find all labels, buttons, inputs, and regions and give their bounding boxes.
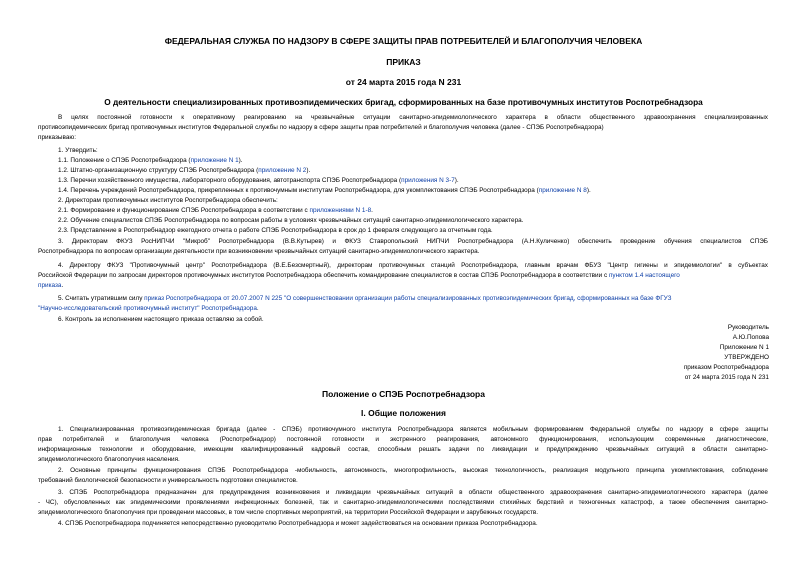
item-1-4: 1.4. Перечень учреждений Роспотребнадзора, прикрепленных к противочумным институтам Роспотребнадзора, для укомплектования СПЭБ Роспотребнадзора (приложение N 8). bbox=[58, 187, 591, 194]
item-5: 5. Считать утратившим силу приказ Роспотребнадзора от 20.07.2007 N 225 "О совершенствовании организации работы специализированных противоэпидемических бригад, сформированных на базе ФГУЗ "Научно-исследовательский противочумный институт" Роспотребнадзора. bbox=[38, 295, 672, 312]
item-1-2: 1.2. Штатно-организационную структуру СПЭБ Роспотребнадзора (приложение N 2). bbox=[58, 167, 311, 174]
appendix-title: Положение о СПЭБ Роспотребнадзора bbox=[322, 389, 485, 399]
signature-name: А.Ю.Попова bbox=[732, 334, 769, 341]
signature-title: Руководитель bbox=[727, 324, 769, 331]
item-1: 1. Утвердить: bbox=[58, 147, 98, 154]
doc-type-heading: ПРИКАЗ bbox=[386, 57, 421, 67]
item-2: 2. Директорам противочумных институтов Роспотребнадзора обеспечить: bbox=[58, 197, 278, 204]
approved-date: от 24 марта 2015 года N 231 bbox=[684, 374, 769, 381]
appendix-para-3: 3. СПЭБ Роспотребнадзора предназначен для предупреждения возникновения и ликвидации чрезвычайных ситуаций в области общественного здравоохранения санитарно-эпидемиологического характера (далее - ЧС), обусловленных как эпидемическими проявлениями инфекционных болезней, так и санитарно-эпидемиологическими последствиями стихийных бедствий и техногенных катастроф, а также обеспечения санитарно- эпидемиологического благополучия при проведении массовых, в том числе спортивных мероприятий, на территории Российской Федерации и зарубежных государств. bbox=[38, 489, 768, 516]
signature-block bbox=[684, 323, 769, 383]
appendix-para-2: 2. Основные принципы функционирования СПЭБ Роспотребнадзора -мобильность, автономность, многопрофильность, высокая технологичность, реализация модульного принципа укомплектования, соблюдение требований биологической безопасности и универсальность подготовки специалистов. bbox=[38, 467, 768, 484]
item-3: 3. Директорам ФКУЗ РосНИПЧИ "Микроб" Роспотребнадзора (В.В.Кутырев) и ФКУЗ Ставропольский НИПЧИ Роспотребнадзора (А.Н.Куличенко) обеспечить проведение обучения специалистов СПЭБ Роспотребнадзора по вопросам организации деятельности при возникновении чрезвычайных ситуаций санитарно-эпидемиологического характера. bbox=[38, 238, 768, 255]
item-2-3: 2.3. Представление в Роспотребнадзор ежегодного отчета о работе СПЭБ Роспотребнадзора в срок до 1 февраля следующего за отчетным года. bbox=[58, 227, 493, 234]
preamble-line: приказываю: bbox=[38, 134, 76, 141]
appendix-para-4: 4. СПЭБ Роспотребнадзора подчиняется непосредственно руководителю Роспотребнадзора и может задействоваться на основании приказа Роспотребнадзора. bbox=[58, 520, 538, 527]
item-2-2: 2.2. Обучение специалистов СПЭБ Роспотребнадзора по вопросам работы в условиях чрезвычайных ситуаций санитарно-эпидемиологического характера. bbox=[58, 217, 524, 224]
order-items bbox=[58, 146, 768, 236]
appendix-para-1: 1. Специализированная противоэпидемическая бригада (далее - СПЭБ) противочумного института Роспотребнадзора является мобильным формированием Федеральной службы по надзору в сфере защиты прав потребителей и благополучия человека (Роспотребнадзор) постоянной готовности и экстренного реагирования, автономного функционирования, использующим современные диагностические, информационные технологии и оборудование, имеющим квалифицированный кадровый состав, способным решать задачи по ликвидации и предупреждению чрезвычайных ситуаций в области санитарно- эпидемиологического благополучия населения. bbox=[38, 426, 768, 463]
link-appendices-3-7[interactable]: приложения N 3-7 bbox=[401, 177, 455, 184]
order-subject: О деятельности специализированных противоэпидемических бригад, сформированных на базе противочумных институтов Роспотребнадзора bbox=[104, 97, 703, 107]
link-appendix-1[interactable]: приложение N 1 bbox=[190, 157, 239, 164]
preamble-line: В целях постоянной готовности к оперативному реагированию на чрезвычайные ситуации санитарно-эпидемиологического характера в области общественного здравоохранения специализированных bbox=[58, 114, 768, 121]
link-order-225[interactable]: приказ Роспотребнадзора от 20.07.2007 N 225 "О совершенствовании организации работы специализированных противоэпидемических бригад, сформированных на базе ФГУЗ bbox=[144, 295, 672, 302]
link-order-225-cont[interactable]: "Научно-исследовательский противочумный институт" Роспотребнадзора bbox=[38, 305, 257, 312]
agency-heading: ФЕДЕРАЛЬНАЯ СЛУЖБА ПО НАДЗОРУ В СФЕРЕ ЗАЩИТЫ ПРАВ ПОТРЕБИТЕЛЕЙ И БЛАГОПОЛУЧИЯ ЧЕЛОВЕКА bbox=[164, 36, 643, 46]
approved-by: приказом Роспотребнадзора bbox=[683, 364, 769, 371]
preamble bbox=[38, 113, 768, 143]
link-this-order[interactable]: приказа bbox=[38, 282, 62, 289]
section-title: I. Общие положения bbox=[361, 408, 446, 418]
item-6: 6. Контроль за исполнением настоящего приказа оставляю за собой. bbox=[58, 316, 264, 323]
link-appendix-2[interactable]: приложение N 2 bbox=[258, 167, 307, 174]
item-2-1: 2.1. Формирование и функционирование СПЭБ Роспотребнадзора в соответствии с приложениями N 1-8. bbox=[58, 207, 373, 214]
item-1-3: 1.3. Перечни хозяйственного имущества, лабораторного оборудования, автотранспорта СПЭБ Роспотребнадзора (приложения N 3-7). bbox=[58, 177, 459, 184]
link-appendix-8[interactable]: приложение N 8 bbox=[538, 187, 587, 194]
link-clause-1-4[interactable]: пунктом 1.4 настоящего bbox=[608, 272, 680, 279]
appendix-label: Приложение N 1 bbox=[719, 344, 769, 351]
date-number: от 24 марта 2015 года N 231 bbox=[345, 77, 462, 87]
item-4: 4. Директору ФКУЗ "Противочумный центр" Роспотребнадзора (В.Е.Безсмертный), директорам противочумных станций Роспотребнадзора, главным врачам ФБУЗ "Центр гигиены и эпидемиологии" в субъектах Российской Федерации по запросам директоров противочумных институтов Роспотребнадзора обеспечить командирование специалистов в состав СПЭБ Роспотребнадзора в соответствии с пунктом 1.4 настоящего приказа. bbox=[38, 262, 768, 289]
link-appendices-1-8[interactable]: приложениями N 1-8 bbox=[309, 207, 372, 214]
approved-label: УТВЕРЖДЕНО bbox=[724, 354, 769, 361]
preamble-line: противоэпидемических бригад противочумных институтов Федеральной службы по надзору в сфере защиты прав потребителей и благополучия человека (далее - СПЭБ Роспотребнадзора) bbox=[38, 124, 604, 131]
item-1-1: 1.1. Положение о СПЭБ Роспотребнадзора (приложение N 1). bbox=[58, 157, 243, 164]
